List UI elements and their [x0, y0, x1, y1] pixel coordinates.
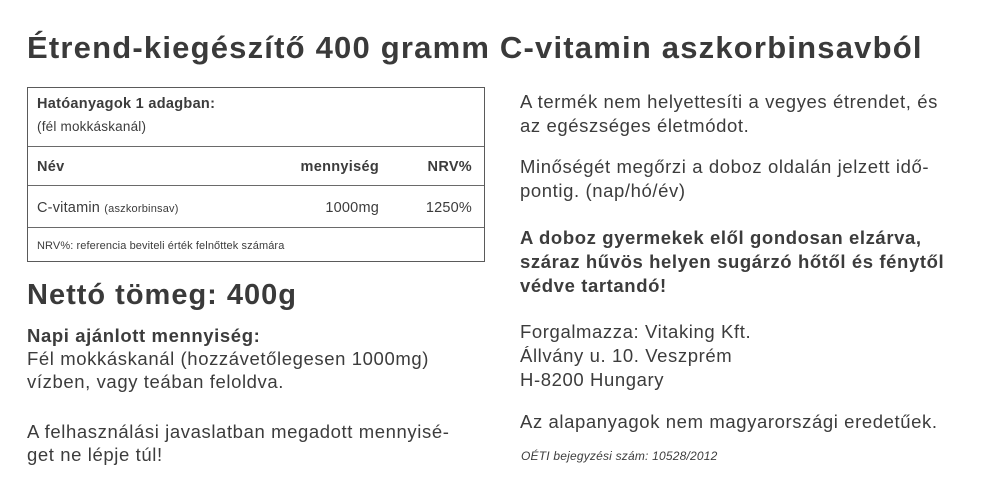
daily-dose: [27, 324, 497, 393]
dosage-warning-line: A felhasználási javaslatban megadott mennyisé-: [27, 421, 450, 442]
daily-dose-label: Napi ajánlott mennyiség:: [27, 325, 261, 346]
storage-notice-line: száraz hűvös helyen sugárzó hőtől és fénytől: [520, 251, 945, 272]
replacement-notice-line: A termék nem helyettesíti a vegyes étrendet, és: [520, 91, 938, 112]
nutrition-table: [27, 87, 485, 262]
column-header-name: Név: [37, 159, 65, 175]
row-name-note: (aszkorbinsav): [104, 203, 179, 215]
nutrition-table-subheading: (fél mokkáskanál): [37, 119, 147, 134]
storage-notice-line: védve tartandó!: [520, 275, 667, 296]
column-header-amount: mennyiség: [300, 159, 379, 175]
replacement-notice-line: az egészséges életmódot.: [520, 115, 750, 136]
distributor-line: H-8200 Hungary: [520, 369, 665, 390]
registration-number: OÉTI bejegyzési szám: 10528/2012: [521, 449, 718, 463]
storage-notice-line: A doboz gyermekek elől gondosan elzárva,: [520, 227, 922, 248]
daily-dose-line: vízben, vagy teában feloldva.: [27, 371, 285, 392]
nrv-footnote: NRV%: referencia beviteli érték felnőttek számára: [37, 240, 285, 252]
dosage-warning: [27, 420, 497, 466]
row-nrv: 1250%: [425, 200, 472, 216]
table-divider: [28, 146, 484, 147]
row-name-cell: [37, 200, 179, 216]
distributor-info: [520, 320, 980, 392]
product-title: Étrend-kiegészítő 400 gramm C-vitamin aszkorbinsavból: [27, 30, 923, 65]
row-amount: 1000mg: [325, 200, 379, 216]
net-weight: Nettó tömeg: 400g: [27, 279, 297, 311]
nutrition-table-heading: Hatóanyagok 1 adagban:: [37, 96, 216, 112]
best-before-line: Minőségét megőrzi a doboz oldalán jelzett idő-: [520, 156, 930, 177]
table-divider: [28, 185, 484, 186]
best-before-line: pontig. (nap/hó/év): [520, 180, 686, 201]
best-before-notice: [520, 155, 980, 203]
dosage-warning-line: get ne lépje túl!: [27, 444, 163, 465]
column-header-nrv: NRV%: [427, 159, 472, 175]
row-name: C-vitamin: [37, 200, 101, 216]
storage-notice: [520, 226, 980, 298]
daily-dose-line: Fél mokkáskanál (hozzávetőlegesen 1000mg): [27, 348, 429, 369]
distributor-line: Állvány u. 10. Veszprém: [520, 345, 733, 366]
replacement-notice: [520, 90, 980, 138]
distributor-line: Forgalmazza: Vitaking Kft.: [520, 321, 752, 342]
origin-notice: Az alapanyagok nem magyarországi eredetűek.: [520, 411, 938, 432]
table-divider: [28, 227, 484, 228]
